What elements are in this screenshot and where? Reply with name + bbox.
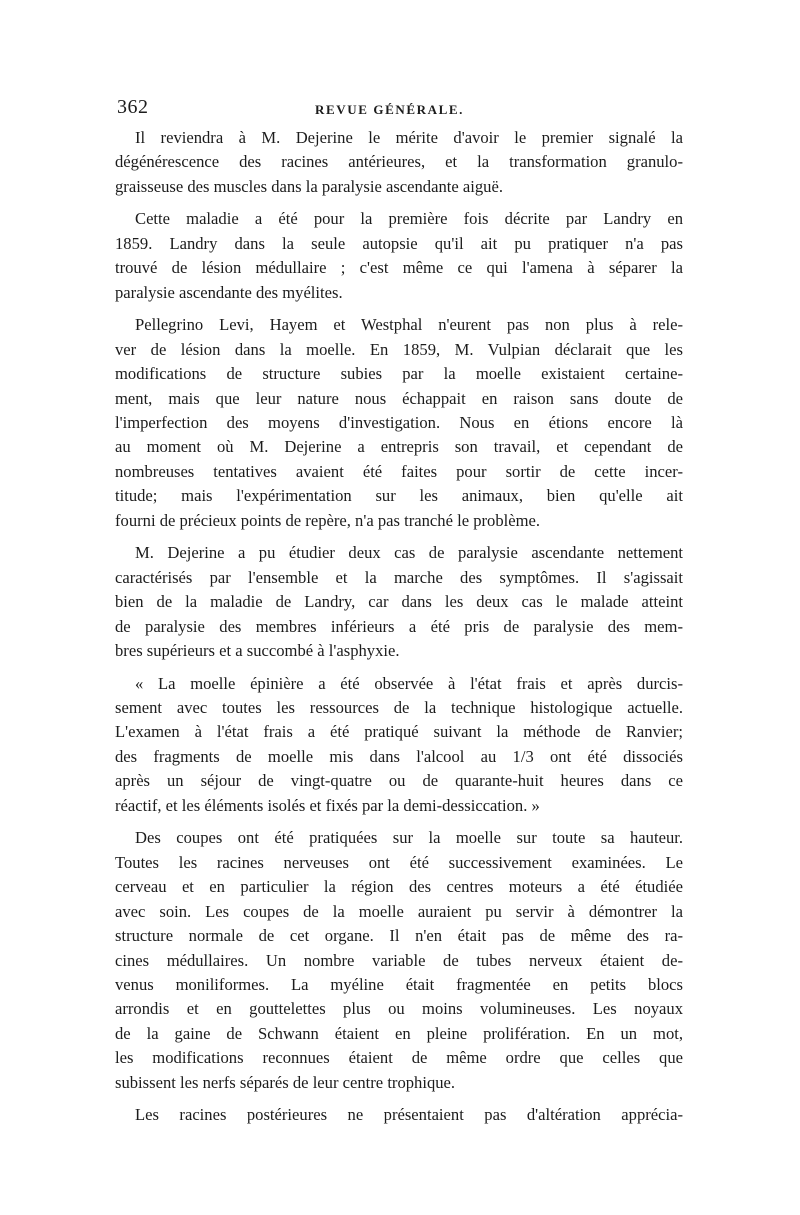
text-line: M. Dejerine a pu étudier deux cas de paralysie ascendante nettement <box>135 543 683 563</box>
body-text <box>115 126 683 1128</box>
paragraph <box>115 313 683 533</box>
text-line: fourni de précieux points de repère, n'a pas tranché le problème. <box>115 510 541 530</box>
text-line: subissent les nerfs séparés de leur centre trophique. <box>115 1072 456 1092</box>
paragraph <box>115 207 683 305</box>
text-line: de paralysie des membres inférieurs a été pris de paralysie des mem- <box>115 616 683 636</box>
running-head <box>115 96 683 126</box>
text-line: arrondis et en gouttelettes plus ou moins volumineuses. Les noyaux <box>115 999 683 1019</box>
text-line: cines médullaires. Un nombre variable de tubes nerveux étaient de- <box>115 950 683 970</box>
page-number: 362 <box>117 96 149 118</box>
text-line: cerveau et en particulier la région des centres moteurs a été étudiée <box>115 877 683 897</box>
text-line: ment, mais que leur nature nous échappait en raison sans doute de <box>115 388 683 408</box>
text-line: modifications de structure subies par la moelle existaient certaine- <box>115 364 683 384</box>
paragraph <box>115 826 683 1095</box>
paragraph <box>115 126 683 199</box>
text-line: paralysie ascendante des myélites. <box>115 282 343 302</box>
text-line: titude; mais l'expérimentation sur les animaux, bien qu'elle ait <box>115 486 683 506</box>
text-line: bres supérieurs et a succombé à l'asphyxie. <box>115 641 400 661</box>
text-line: Cette maladie a été pour la première fois décrite par Landry en <box>135 209 683 229</box>
running-title: REVUE GÉNÉRALE. <box>315 102 464 117</box>
text-line: Il reviendra à M. Dejerine le mérite d'avoir le premier signalé la <box>135 128 683 147</box>
paragraph <box>115 541 683 663</box>
text-line: des fragments de moelle mis dans l'alcool au 1/3 ont été dissociés <box>115 746 683 766</box>
text-line: les modifications reconnues étaient de même ordre que celles que <box>115 1048 683 1068</box>
text-line: Toutes les racines nerveuses ont été successivement examinées. Le <box>115 852 683 872</box>
text-line: avec soin. Les coupes de la moelle auraient pu servir à démontrer la <box>115 901 683 921</box>
text-line: sement avec toutes les ressources de la technique histologique actuelle. <box>115 697 683 717</box>
text-line: après un séjour de vingt-quatre ou de quarante-huit heures dans ce <box>115 771 683 791</box>
text-line: trouvé de lésion médullaire ; c'est même ce qui l'amena à séparer la <box>115 258 683 278</box>
paragraph <box>115 1103 683 1127</box>
text-line: Des coupes ont été pratiquées sur la moelle sur toute sa hauteur. <box>135 828 683 848</box>
text-line: réactif, et les éléments isolés et fixés par la demi-dessiccation. » <box>115 795 540 815</box>
text-line: caractérisés par l'ensemble et la marche des symptômes. Il s'agissait <box>115 567 683 587</box>
text-line: ver de lésion dans la moelle. En 1859, M. Vulpian déclarait que les <box>115 339 683 359</box>
text-line: « La moelle épinière a été observée à l'état frais et après durcis- <box>135 673 683 693</box>
text-line: Les racines postérieures ne présentaient pas d'altération apprécia- <box>135 1105 683 1125</box>
text-line: l'imperfection des moyens d'investigation. Nous en étions encore là <box>115 412 683 432</box>
text-line: structure normale de cet organe. Il n'en était pas de même des ra- <box>115 926 683 946</box>
text-line: de la gaine de Schwann étaient en pleine prolifération. En un mot, <box>115 1023 683 1043</box>
text-line: bien de la maladie de Landry, car dans les deux cas le malade atteint <box>115 592 683 612</box>
text-line: 1859. Landry dans la seule autopsie qu'il ait pu pratiquer n'a pas <box>115 233 683 253</box>
text-line: au moment où M. Dejerine a entrepris son travail, et cependant de <box>115 437 683 457</box>
text-line: nombreuses tentatives avaient été faites pour sortir de cette incer- <box>115 461 683 481</box>
text-line: graisseuse des muscles dans la paralysie ascendante aiguë. <box>115 176 503 196</box>
text-line: venus moniliformes. La myéline était fragmentée en petits blocs <box>115 974 683 994</box>
text-line: dégénérescence des racines antérieures, et la transformation granulo- <box>115 152 683 172</box>
text-line: Pellegrino Levi, Hayem et Westphal n'eurent pas non plus à rele- <box>135 315 683 335</box>
paragraph <box>115 672 683 819</box>
text-line: L'examen à l'état frais a été pratiqué suivant la méthode de Ranvier; <box>115 722 683 742</box>
document-page <box>115 96 683 1136</box>
